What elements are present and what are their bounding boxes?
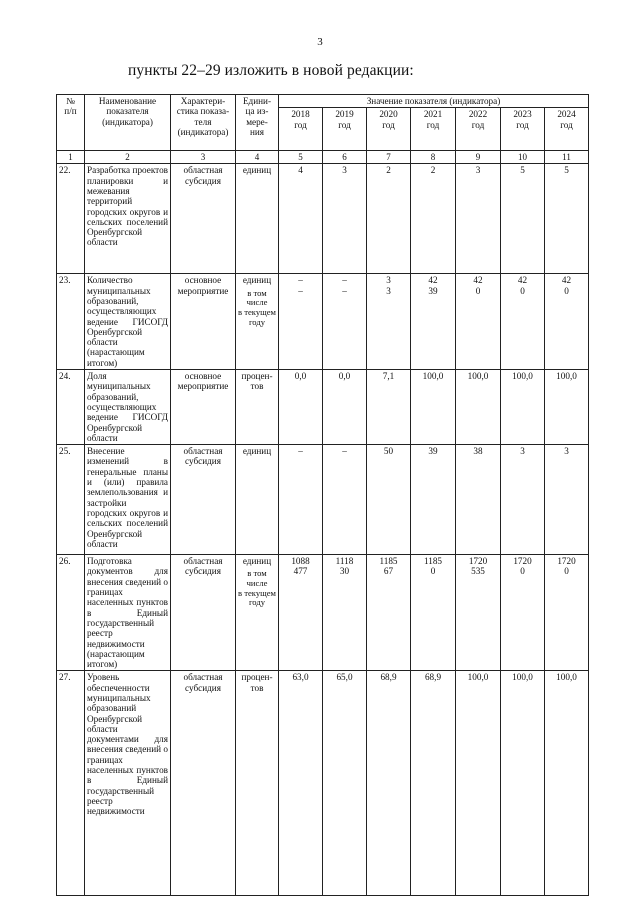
indicator-characteristic: областная субсидия (171, 164, 236, 274)
unit-secondary: в том числе в текущем году (238, 287, 276, 327)
row-number: 23. (57, 274, 85, 370)
year-value-cell (456, 555, 501, 671)
year-value-current: 0 (520, 566, 525, 577)
header-values-group: Значение показателя (индикатора) (279, 95, 589, 108)
header-year: 2023 год (501, 108, 545, 151)
year-value: 42 (473, 275, 483, 286)
year-value: 1088 (291, 556, 310, 567)
indicator-unit (236, 370, 279, 445)
unit-secondary: в том числе в текущем году (238, 568, 276, 608)
indicator-characteristic: областная субсидия (171, 555, 236, 671)
year-value: – (298, 446, 303, 457)
year-value: 100,0 (467, 672, 489, 683)
year-value-cell (367, 274, 411, 370)
year-value: 7,1 (382, 371, 395, 382)
year-value-cell (411, 164, 456, 274)
year-value-cell (501, 164, 545, 274)
column-number: 1 (57, 151, 85, 164)
row-number: 27. (57, 671, 85, 896)
year-value: 42 (517, 275, 528, 286)
indicator-characteristic: основное мероприятие (171, 274, 236, 370)
indicator-name: Внесение изменений в генеральные планы и (или) правила землепользования и застройки городских округов и сельских поселений Оренбургской области (85, 445, 171, 555)
year-value: 68,9 (380, 672, 397, 683)
column-number: 2 (85, 151, 171, 164)
year-value-cell (323, 671, 367, 896)
year-value-cell (545, 164, 589, 274)
year-value: 5 (564, 165, 569, 176)
year-value-current: 0 (475, 285, 481, 296)
indicator-name: Количество муниципальных образований, осуществляющих ведение ГИСОГД Оренбургской области (нарастающим итогом) (85, 274, 171, 370)
year-value-cell (545, 555, 589, 671)
year-value-cell (545, 445, 589, 555)
year-value-cell (323, 370, 367, 445)
row-number: 24. (57, 370, 85, 445)
year-value: 68,9 (424, 672, 442, 683)
year-value-cell (545, 274, 589, 370)
indicator-unit (236, 445, 279, 555)
year-value-cell (367, 555, 411, 671)
year-value: 65,0 (336, 672, 353, 683)
year-value: 3 (386, 275, 391, 286)
year-value-current: 0 (430, 566, 436, 577)
year-value-current: 0 (520, 285, 525, 296)
year-value-current: 0 (564, 566, 569, 577)
year-value-current: 0 (564, 285, 569, 296)
year-value-current: 39 (428, 285, 438, 296)
year-value: – (342, 446, 347, 457)
header-year: 2020 год (367, 108, 411, 151)
row-number: 22. (57, 164, 85, 274)
indicator-name: Разработка проектов планировки и межевания территорий городских округов и сельских поселений Оренбургской области (85, 164, 171, 274)
year-value-cell (501, 370, 545, 445)
column-numbers-row (57, 151, 589, 164)
year-value: 2 (386, 165, 391, 176)
column-number: 10 (501, 151, 545, 164)
year-value-cell (545, 671, 589, 896)
year-value-current: 67 (383, 566, 394, 577)
indicator-name: Доля муниципальных образований, осуществляющих ведение ГИСОГД Оренбургской области (85, 370, 171, 445)
indicator-characteristic: основное мероприятие (171, 370, 236, 445)
year-value: – (342, 275, 347, 286)
header-num: № п/п (57, 95, 85, 151)
column-number: 11 (545, 151, 589, 164)
indicator-unit (236, 555, 279, 671)
year-value-cell (323, 445, 367, 555)
table-row (57, 671, 589, 896)
year-value: 100,0 (467, 371, 489, 382)
indicator-characteristic: областная субсидия (171, 445, 236, 555)
year-value-cell (323, 274, 367, 370)
indicator-name: Подготовка документов для внесения сведений о границах населенных пунктов в Единый государственный реестр недвижимости (нарастающим итогом) (85, 555, 171, 671)
year-value: 1720 (468, 556, 488, 567)
header-year: 2022 год (456, 108, 501, 151)
year-value-cell (456, 164, 501, 274)
year-value-cell (411, 370, 456, 445)
year-value-current: 477 (293, 566, 308, 577)
year-value: 0,0 (294, 371, 307, 382)
table-row (57, 370, 589, 445)
year-value-cell (456, 274, 501, 370)
year-value-cell (501, 274, 545, 370)
year-value: 2 (430, 165, 436, 176)
year-value: – (298, 275, 303, 286)
year-value: 1118 (335, 556, 354, 567)
year-value: 100,0 (512, 371, 533, 382)
year-value-cell (501, 671, 545, 896)
column-number: 3 (171, 151, 236, 164)
column-number: 4 (236, 151, 279, 164)
year-value-cell (545, 370, 589, 445)
year-value-cell (456, 671, 501, 896)
column-number: 6 (323, 151, 367, 164)
indicators-table (56, 94, 589, 896)
year-value-cell (367, 445, 411, 555)
year-value-current: 3 (386, 285, 391, 296)
year-value: 4 (298, 165, 303, 176)
year-value-cell (279, 555, 323, 671)
year-value-cell (367, 671, 411, 896)
year-value: 100,0 (556, 672, 577, 683)
table-body (57, 164, 589, 896)
year-value-cell (501, 445, 545, 555)
year-value-cell (367, 370, 411, 445)
column-number: 5 (279, 151, 323, 164)
unit-primary: единиц (242, 556, 272, 567)
year-value: 1720 (513, 556, 532, 567)
year-value: 100,0 (512, 672, 533, 683)
column-number: 8 (411, 151, 456, 164)
year-value-cell (411, 671, 456, 896)
year-value-current: 535 (471, 566, 485, 577)
year-value: 42 (561, 275, 572, 286)
year-value-cell (456, 370, 501, 445)
year-value-cell (323, 164, 367, 274)
year-value: 100,0 (556, 371, 577, 382)
year-value: 3 (475, 165, 481, 176)
indicator-unit (236, 671, 279, 896)
year-value-cell (456, 445, 501, 555)
year-value-cell (279, 274, 323, 370)
table-row (57, 555, 589, 671)
year-value: 3 (520, 446, 525, 457)
header-unit: Едини- ца из- мере- ния (236, 95, 279, 151)
year-value-cell (279, 164, 323, 274)
indicator-unit (236, 164, 279, 274)
header-year: 2024 год (545, 108, 589, 151)
year-value: 38 (473, 446, 483, 457)
year-value-cell (411, 274, 456, 370)
column-number: 7 (367, 151, 411, 164)
year-value: 39 (428, 446, 438, 457)
header-name: Наименование показателя (индикатора) (85, 95, 171, 151)
unit-primary: единиц (242, 446, 272, 457)
year-value: 1185 (379, 556, 398, 567)
year-value: 100,0 (422, 371, 444, 382)
year-value-current: – (342, 285, 347, 296)
unit-primary: единиц (242, 275, 272, 286)
year-value: 1720 (557, 556, 576, 567)
row-number: 25. (57, 445, 85, 555)
year-value: 3 (342, 165, 347, 176)
year-value: 42 (428, 275, 438, 286)
year-value: 3 (564, 446, 569, 457)
header-year: 2019 год (323, 108, 367, 151)
year-value-current: – (298, 285, 303, 296)
column-number: 9 (456, 151, 501, 164)
year-value: 1185 (423, 556, 443, 567)
year-value-cell (501, 555, 545, 671)
header-year: 2018 год (279, 108, 323, 151)
header-characteristic: Характери- стика показа- теля (индикатора) (171, 95, 236, 151)
header-year: 2021 год (411, 108, 456, 151)
year-value-cell (279, 370, 323, 445)
unit-primary: процен- тов (241, 371, 273, 392)
indicator-unit (236, 274, 279, 370)
year-value-cell (411, 555, 456, 671)
year-value-current: 30 (339, 566, 350, 577)
year-value: 5 (520, 165, 525, 176)
indicator-name: Уровень обеспеченности муниципальных образований Оренбургской области документами для внесения сведений о границах населенных пунктов в Единый государственный реестр недвижимости (85, 671, 171, 896)
year-value: 0,0 (338, 371, 351, 382)
indicator-characteristic: областная субсидия (171, 671, 236, 896)
table-row (57, 274, 589, 370)
page-number: 3 (317, 36, 323, 48)
year-value-cell (367, 164, 411, 274)
table-row (57, 164, 589, 274)
header-row-top (57, 95, 589, 108)
document-heading: пункты 22–29 изложить в новой редакции: (128, 62, 414, 79)
unit-primary: процен- тов (241, 672, 273, 693)
year-value-cell (279, 445, 323, 555)
year-value-cell (323, 555, 367, 671)
year-value: 50 (383, 446, 394, 457)
year-value-cell (411, 445, 456, 555)
year-value: 63,0 (292, 672, 309, 683)
row-number: 26. (57, 555, 85, 671)
table-row (57, 445, 589, 555)
year-value-cell (279, 671, 323, 896)
unit-primary: единиц (242, 165, 272, 176)
